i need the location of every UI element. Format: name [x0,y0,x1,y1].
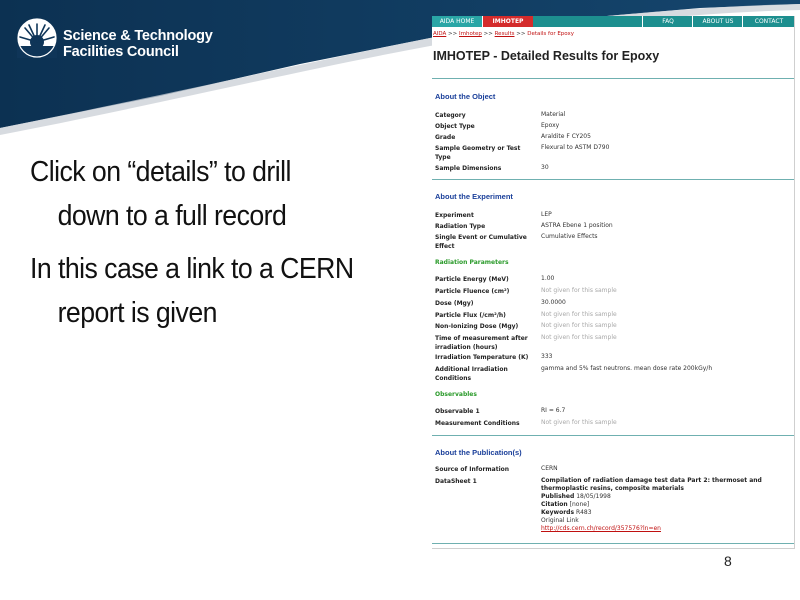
field-label: Single Event or Cumulative Effect [435,234,527,250]
field-label: Particle Fluence (cm²) [435,288,510,295]
field-value: Not given for this sample [541,334,617,341]
divider [432,179,794,180]
breadcrumb-sep: >> [514,31,528,37]
field-value: Not given for this sample [541,287,617,294]
field-value: ASTRA Ebene 1 position [541,222,613,229]
field-label: Particle Energy (MeV) [435,276,509,283]
published-label: Published [541,493,575,500]
field-label: Object Type [435,123,475,130]
field-label: Observable 1 [435,408,480,415]
citation-value: [none] [569,501,590,508]
field-value: 30 [541,164,549,171]
breadcrumb-imhotep[interactable]: Imhotep [459,31,482,37]
slide-bullets [30,150,354,344]
stfc-logo-icon [17,18,57,58]
field-value: 30.0000 [541,299,566,306]
field-value: Flexural to ASTM D790 [541,144,610,151]
divider [432,435,794,436]
field-value: RI = 6.7 [541,407,566,414]
original-link-label: Original Link [541,517,579,524]
nav-faq[interactable]: FAQ [642,16,693,27]
breadcrumb-sep: >> [446,31,460,37]
field-value: gamma and 5% fast neutrons. mean dose rate 200kGy/h [541,365,713,372]
nav-contact[interactable]: CONTACT [742,16,795,27]
field-label: Experiment [435,212,474,219]
breadcrumb-aida[interactable]: AIDA [433,31,447,37]
field-value: Not given for this sample [541,322,617,329]
field-label: Particle Flux (/cm²/h) [435,312,506,319]
field-label: Time of measurement after irradiation (hours) [435,335,528,351]
stfc-logo-text [63,28,213,60]
site-nav [432,16,794,27]
field-label: Non-Ionizing Dose (Mgy) [435,323,519,330]
published-value: 18/05/1998 [576,493,611,500]
keywords-label: Keywords [541,509,575,516]
field-label: Sample Geometry or Test Type [435,145,521,161]
nav-aida-home[interactable]: AIDA HOME [432,16,483,27]
breadcrumb [433,31,574,37]
datasheet-title: Compilation of radiation damage test data Part 2: thermoset and thermoplastic resins, composite materials [541,477,762,492]
keywords-value: R483 [575,509,592,516]
breadcrumb-results[interactable]: Results [494,31,515,37]
original-link-url[interactable]: http://cds.cern.ch/record/357576?ln=en [541,525,661,532]
section-heading-publication: About the Publication(s) [435,448,522,457]
field-value: CERN [541,465,558,472]
divider [432,543,794,544]
field-value: Cumulative Effects [541,233,598,240]
subsection-heading-radiation: Radiation Parameters [435,259,509,266]
field-value: Not given for this sample [541,419,617,426]
field-label: DataSheet 1 [435,478,477,485]
page-title: IMHOTEP - Detailed Results for Epoxy [433,49,660,63]
nav-about-us[interactable]: ABOUT US [692,16,743,27]
field-label: Measurement Conditions [435,420,520,427]
bullet-2: In this case a link to a CERN report is given [30,253,354,329]
field-value: 333 [541,353,553,360]
logo-line-1: Science & Technology [63,28,213,44]
field-label: Grade [435,134,456,141]
field-value: Epoxy [541,122,560,129]
breadcrumb-sep: >> [481,31,495,37]
field-label: Source of Information [435,466,510,473]
field-label: Irradiation Temperature (K) [435,354,529,361]
bullet-1: Click on “details” to drill down to a full record [30,156,291,232]
field-label: Dose (Mgy) [435,300,474,307]
section-heading-object: About the Object [435,92,496,101]
logo-line-2: Facilities Council [63,44,179,60]
field-value: LEP [541,211,552,218]
field-value: Material [541,111,566,118]
page-number: 8 [724,553,732,569]
section-heading-experiment: About the Experiment [435,192,513,201]
nav-imhotep[interactable]: IMHOTEP [483,16,533,27]
web-screenshot [432,16,795,549]
field-label: Sample Dimensions [435,165,502,172]
breadcrumb-current: Details for Epoxy [527,31,575,37]
datasheet-details [541,477,793,533]
field-label: Radiation Type [435,223,486,230]
field-label: Category [435,112,466,119]
subsection-heading-observables: Observables [435,391,477,398]
citation-label: Citation [541,501,568,508]
divider [432,78,794,79]
field-value: 1.00 [541,275,555,282]
field-label: Additional Irradiation Conditions [435,366,508,382]
field-value: Not given for this sample [541,311,617,318]
field-value: Araldite F CY205 [541,133,591,140]
